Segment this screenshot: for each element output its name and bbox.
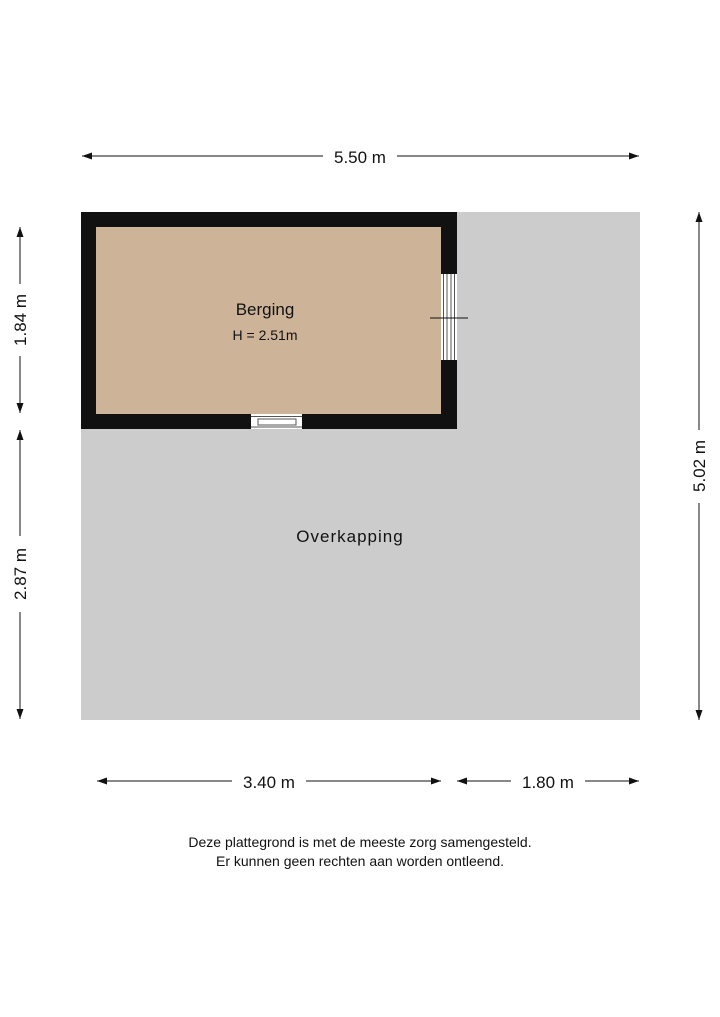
berging-label: Berging bbox=[235, 300, 295, 319]
disclaimer bbox=[0, 833, 720, 871]
berging-height-label: H = 2.51m bbox=[232, 327, 298, 343]
dimension-right bbox=[690, 212, 709, 720]
window-bottom bbox=[251, 414, 302, 429]
dimension-right-label: 5.02 m bbox=[690, 440, 709, 492]
dimension-top bbox=[82, 148, 639, 167]
dimension-bottom-left-label: 3.40 m bbox=[243, 773, 295, 792]
dimension-left-upper-label: 1.84 m bbox=[11, 294, 30, 346]
disclaimer-line-1: Deze plattegrond is met de meeste zorg samengesteld. bbox=[188, 834, 532, 850]
dimension-left-lower bbox=[11, 430, 30, 719]
dimension-bottom-right-label: 1.80 m bbox=[522, 773, 574, 792]
disclaimer-line-2: Er kunnen geen rechten aan worden ontleend. bbox=[216, 853, 504, 869]
dimension-top-label: 5.50 m bbox=[334, 148, 386, 167]
dimension-bottom-right bbox=[457, 773, 639, 792]
overkapping-label: Overkapping bbox=[296, 527, 404, 546]
dimension-bottom-left bbox=[97, 773, 441, 792]
berging-floor bbox=[96, 227, 441, 414]
dimension-left-upper bbox=[11, 227, 30, 413]
dimension-left-lower-label: 2.87 m bbox=[11, 548, 30, 600]
